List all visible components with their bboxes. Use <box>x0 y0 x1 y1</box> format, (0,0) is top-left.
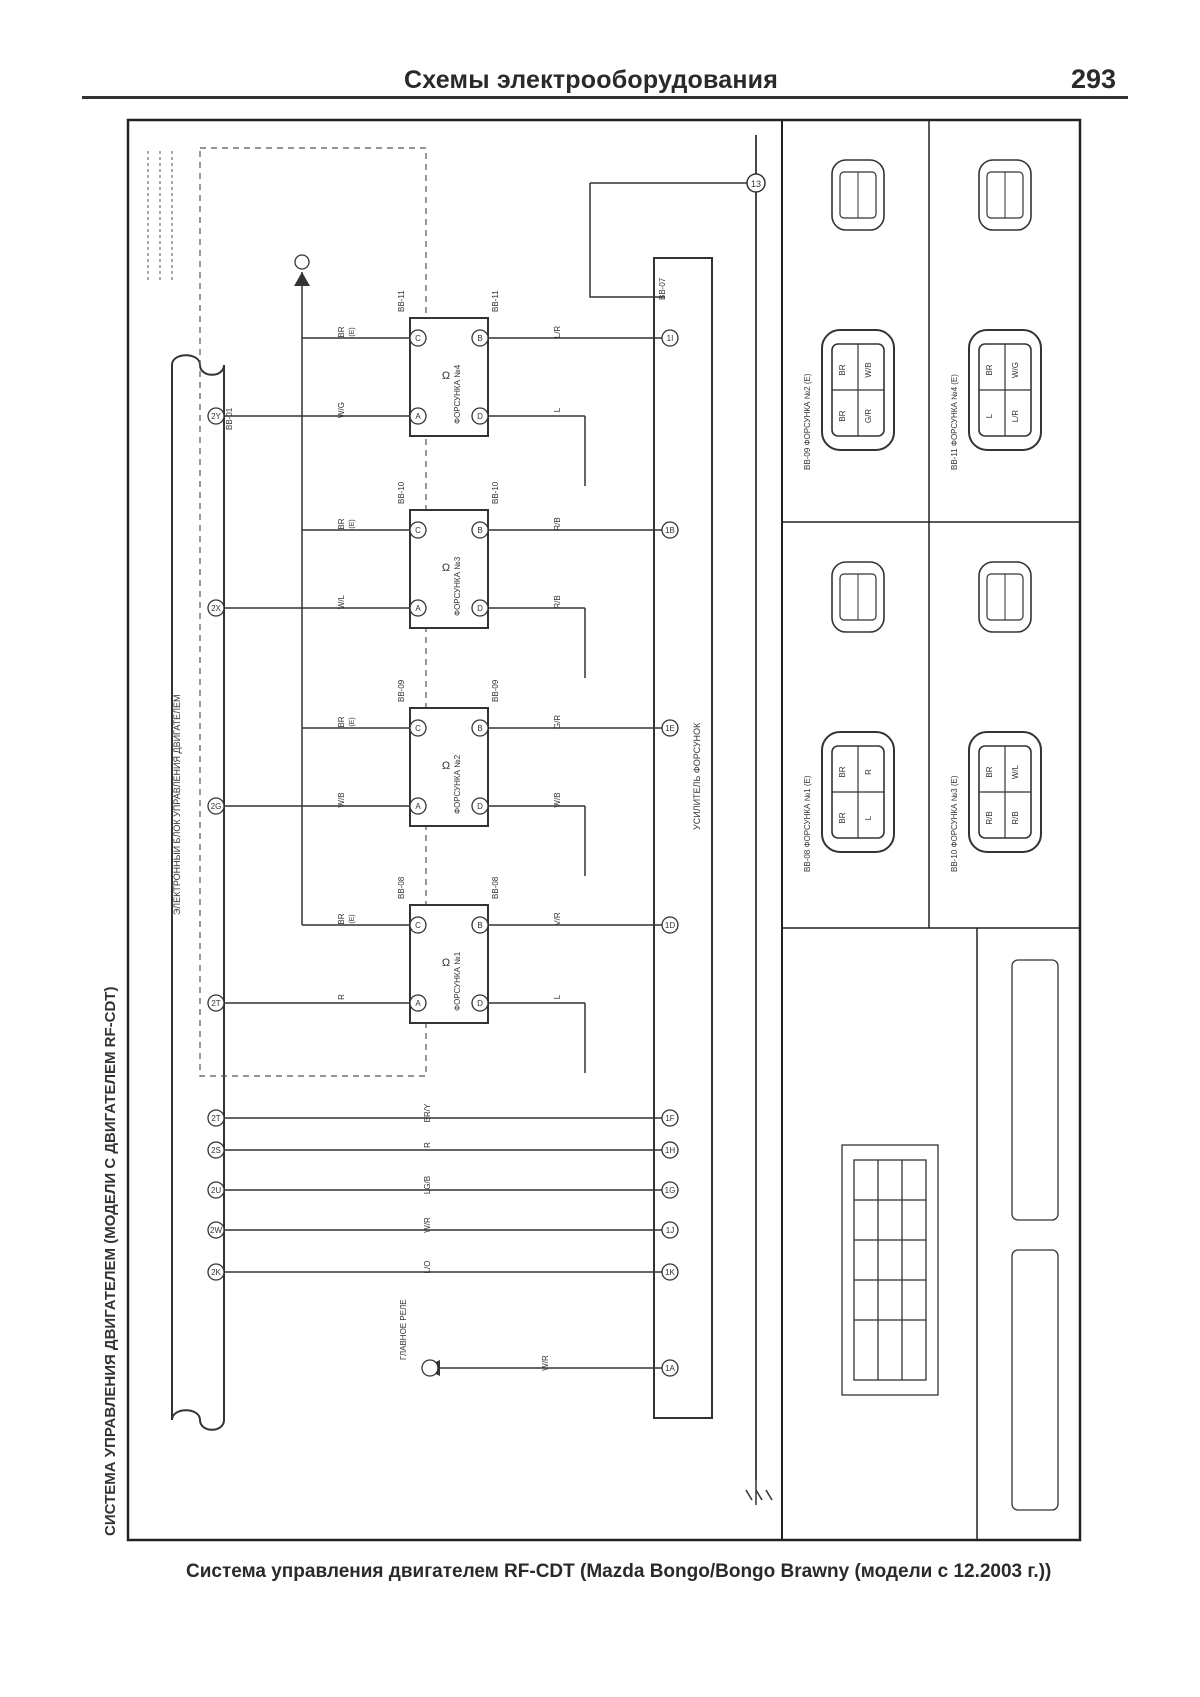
connector-pin-label: BR <box>838 812 847 824</box>
injector-name: ФОРСУНКА №3 <box>453 556 462 616</box>
amp-pin-label: 1H <box>664 1146 676 1155</box>
wire-color-label: BR <box>337 518 346 530</box>
injector-connector-label: BB-09 <box>491 679 500 702</box>
injector-connector-label: BB-11 <box>491 290 500 312</box>
wire-color-label: BR <box>337 326 346 338</box>
connector-pin-label: BR <box>838 766 847 778</box>
wire-color-label: R/B <box>553 595 562 609</box>
injector-name: ФОРСУНКА №1 <box>453 951 462 1011</box>
injector-area-outline <box>200 148 426 1076</box>
amp-pin-label: 1D <box>664 921 676 930</box>
injector-pin-label: B <box>477 921 483 930</box>
injector-coil-symbol: Ω <box>441 370 451 382</box>
signal-wire-group <box>208 1103 678 1376</box>
injector-pin-label: C <box>415 526 421 535</box>
diagram-frame <box>128 120 1080 1540</box>
connector-pin-label: L <box>864 815 873 821</box>
wire-color-label: L/O <box>423 1260 432 1274</box>
amp-pin-label: 1B <box>665 526 675 535</box>
page-number: 293 <box>1071 64 1117 94</box>
connector-pin-label: W/L <box>1011 764 1020 780</box>
connector-view-title: BB-10 ФОРСУНКА №3 (E) <box>950 775 959 872</box>
injector-pin-label: B <box>477 334 483 343</box>
connector-pin-label: R/B <box>985 811 994 825</box>
side-title: СИСТЕМА УПРАВЛЕНИЯ ДВИГАТЕЛЕМ (МОДЕЛИ С ДВИГАТЕЛЕМ RF-CDT) <box>102 986 119 1536</box>
wire-color-label: W/R <box>541 1355 550 1371</box>
wire-color-label: R/B <box>553 517 562 531</box>
wire-color-label: BR/Y <box>423 1103 432 1123</box>
amp-pin-label: 1I <box>666 334 674 343</box>
injector-connector-label: BB-11 <box>397 290 406 312</box>
injector-pin-label: D <box>477 412 483 421</box>
connector-pin-label: R/B <box>1011 811 1020 825</box>
wire-color-label: W/R <box>423 1217 432 1233</box>
wire-color-label: LG/B <box>423 1175 432 1195</box>
injector-connector-label: BB-10 <box>491 481 500 504</box>
injector-pin-label: D <box>477 802 483 811</box>
injector-pin-label: C <box>415 921 421 930</box>
wire-color-label: L <box>553 407 562 413</box>
wire-color-label: W/L <box>337 594 346 610</box>
connector-pin-label: BR <box>838 410 847 422</box>
ecu-supply-arrow <box>294 272 310 286</box>
wire-color-label: R <box>423 1142 432 1148</box>
injector-pin-label: C <box>415 334 421 343</box>
connector-pin-label: W/G <box>1011 362 1020 378</box>
connector-view-title: BB-09 ФОРСУНКА №2 (E) <box>803 373 812 470</box>
ecu-supply-node <box>295 255 309 269</box>
page-header-title: Схемы электрооборудования <box>404 66 778 94</box>
ground-symbol <box>746 1480 772 1505</box>
injector-pin-label: A <box>415 412 421 421</box>
amplifier-block <box>654 258 712 1418</box>
connector-view-group <box>803 160 1041 872</box>
wire-color-label: G/R <box>553 714 562 730</box>
wire-color-label: BR <box>337 913 346 925</box>
injector-pin-label: B <box>477 526 483 535</box>
injector-pin-label: D <box>477 604 483 613</box>
injector-connector-label: BB-08 <box>397 876 406 899</box>
injector-pin-label: A <box>415 802 421 811</box>
wire-color-label: W/G <box>337 402 346 418</box>
ecu-pin-label: 2X <box>211 604 221 613</box>
ecu-pin-label: 2Y <box>211 412 221 421</box>
injector-group <box>208 290 678 1073</box>
ecu-pin-label: 2K <box>211 1268 221 1277</box>
wire-color-label: V/R <box>553 912 562 926</box>
injector-coil-symbol: Ω <box>441 562 451 574</box>
wire-spec-label: (E) <box>349 717 356 727</box>
amp-pin-label: 1K <box>665 1268 675 1277</box>
wire-spec-label: (E) <box>349 519 356 529</box>
amp-connector-label: BB-07 <box>658 277 667 300</box>
amp-pin-label: 1F <box>665 1114 675 1123</box>
injector-connector-label: BB-09 <box>397 679 406 702</box>
wire-spec-label: (E) <box>349 327 356 337</box>
amplifier-label: УСИЛИТЕЛЬ ФОРСУНОК <box>692 722 702 830</box>
ecu-label: ЭЛЕКТРОННЫЙ БЛОК УПРАВЛЕНИЯ ДВИГАТЕЛЕМ <box>172 694 182 915</box>
injector-coil-symbol: Ω <box>441 760 451 772</box>
injector-pin-label: A <box>415 999 421 1008</box>
ecu-pin-label: 2W <box>210 1226 222 1235</box>
connector-pin-label: BR <box>985 364 994 376</box>
amp-pin-label: 1G <box>664 1186 676 1195</box>
injector-name: ФОРСУНКА №4 <box>453 364 462 424</box>
connector-pin-label: L <box>985 413 994 419</box>
connector-pin-label: G/R <box>864 408 873 424</box>
ecu-connector-face <box>842 1145 938 1395</box>
injector-connector-label: BB-10 <box>397 481 406 504</box>
connector-view-title: BB-08 ФОРСУНКА №1 (E) <box>803 775 812 872</box>
amp-pin-label: 1E <box>665 724 675 733</box>
injector-pin-label: C <box>415 724 421 733</box>
injector-connector-label: BB-08 <box>491 876 500 899</box>
ecu-pin-label: 2G <box>210 802 222 811</box>
injector-name: ФОРСУНКА №2 <box>453 754 462 814</box>
injector-pin-label: A <box>415 604 421 613</box>
ecu-pin-label: 2T <box>211 999 221 1008</box>
wire-color-label: W/B <box>553 792 562 808</box>
main-relay-label: ГЛАВНОЕ РЕЛЕ <box>399 1299 408 1360</box>
wire-spec-label: (E) <box>349 914 356 924</box>
amp-connector-face <box>1012 960 1058 1510</box>
ecu-connector-label: BB-01 <box>225 407 234 430</box>
wire-color-label: R <box>337 994 346 1000</box>
connector-pin-label: R <box>864 769 873 775</box>
connector-pin-label: BR <box>838 364 847 376</box>
connector-view-title: BB-11 ФОРСУНКА №4 (E) <box>950 374 959 470</box>
bus-node-label: 13 <box>750 179 762 189</box>
injector-pin-label: D <box>477 999 483 1008</box>
connector-pin-label: W/B <box>864 362 873 378</box>
amp-pin-label: 1J <box>665 1226 675 1235</box>
figure-caption: Система управления двигателем RF-CDT (Mazda Bongo/Bongo Brawny (модели с 12.2003 г.)) <box>186 1561 1052 1582</box>
wire-color-label: BR <box>337 716 346 728</box>
connector-pin-label: L/R <box>1011 409 1020 423</box>
ecu-pin-label: 2S <box>211 1146 221 1155</box>
injector-pin-label: B <box>477 724 483 733</box>
main-relay-node <box>422 1360 438 1376</box>
ecu-pin-label: 2U <box>210 1186 222 1195</box>
wire-color-label: L/R <box>553 325 562 339</box>
ecu-pin-label: 2T <box>211 1114 221 1123</box>
wire-color-label: W/B <box>337 792 346 808</box>
legend <box>148 150 172 280</box>
wire-color-label: L <box>553 994 562 1000</box>
injector-coil-symbol: Ω <box>441 957 451 969</box>
amp-pin-label: 1A <box>665 1364 675 1373</box>
connector-pin-label: BR <box>985 766 994 778</box>
